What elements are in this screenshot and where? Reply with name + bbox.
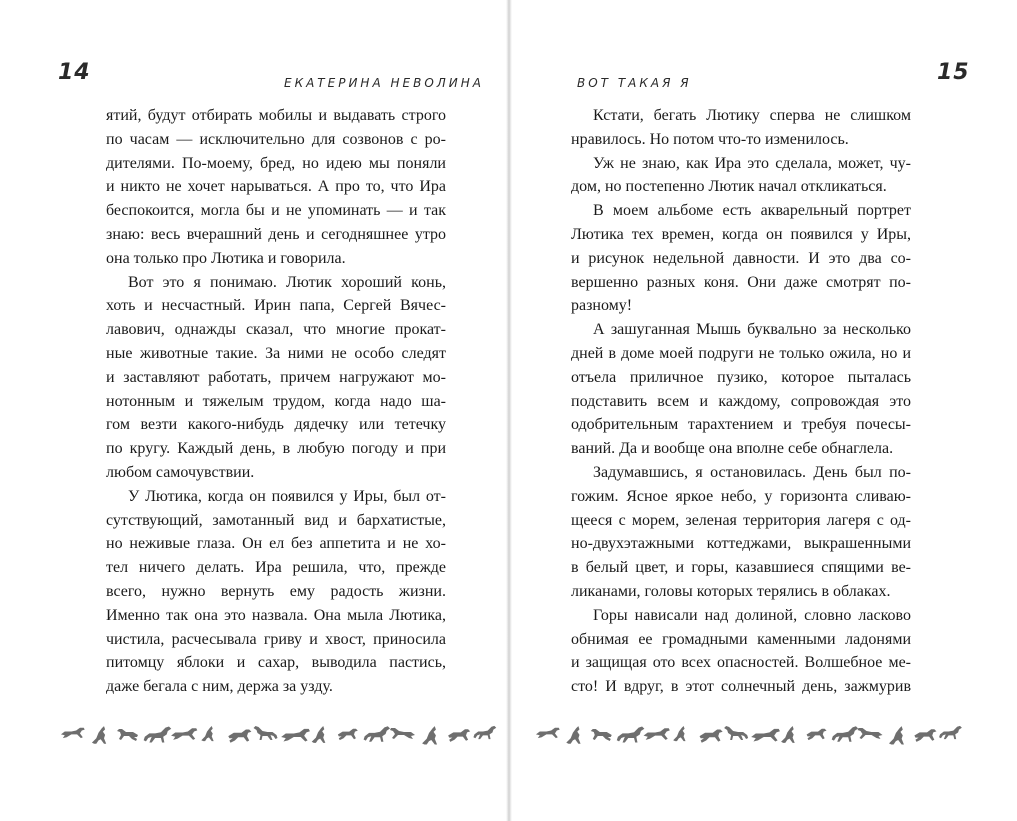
left-horse-frieze xyxy=(58,714,498,748)
text-line: У Лютика, когда он появился у Иры, был от- xyxy=(128,487,446,505)
left-body-text xyxy=(106,104,446,699)
text-line: питомцу яблоки и сахар, выводила пастись, xyxy=(106,654,446,672)
horse-silhouette-icon xyxy=(61,728,85,738)
text-line: и защищая ото всех опасностей. Волшебное ме- xyxy=(571,654,911,672)
text-line: и рисунок недельной давности. И это два со- xyxy=(571,249,911,267)
text-line: ные животные такие. За ними не особо следят xyxy=(106,344,446,362)
horse-silhouette-icon xyxy=(390,728,415,739)
text-line: гом везти какого-нибудь дядечку или тетечку xyxy=(106,416,446,434)
text-line: А зашуганная Мышь буквально за несколько xyxy=(593,321,911,339)
text-line: любом самочувствии. xyxy=(106,463,255,481)
horse-silhouette-icon xyxy=(700,730,723,743)
horse-silhouette-icon xyxy=(644,728,670,740)
horse-silhouette-icon xyxy=(536,728,560,738)
horse-silhouette-icon xyxy=(781,726,795,743)
horse-silhouette-icon xyxy=(858,728,883,739)
text-line: она только про Лютика и говорила. xyxy=(106,249,346,267)
text-line: Задумавшись, я остановилась. День был по- xyxy=(593,463,911,481)
horse-silhouette-icon xyxy=(673,726,685,741)
horse-silhouette-icon xyxy=(228,730,251,743)
horse-silhouette-icon xyxy=(448,729,470,742)
horse-silhouette-icon xyxy=(422,726,437,744)
horse-silhouette-icon xyxy=(92,726,106,744)
text-line: беспокоится, могла бы и не упоминать — и так xyxy=(106,202,446,220)
text-line: разному! xyxy=(571,297,633,315)
text-line: по кругу. Каждый день, в любую погоду и при xyxy=(106,440,446,458)
text-line: даже бегала с ним, держа за узду. xyxy=(106,678,333,696)
text-line: но-двухэтажными коттеджами, выкрашенными xyxy=(571,535,911,553)
horse-silhouette-icon xyxy=(312,726,326,743)
text-line: и никто не хочет нарываться. А про то, что Ира xyxy=(106,178,446,196)
horse-silhouette-icon xyxy=(939,726,962,739)
text-line: ваний. Да и вообще она вполне себе обнаглела. xyxy=(571,440,894,458)
text-line: всего, нужно вернуть ему радость жизни. xyxy=(106,582,446,600)
horse-silhouette-icon xyxy=(566,726,580,744)
right-running-head: ВОТ ТАКАЯ Я xyxy=(577,76,692,90)
horse-silhouette-icon xyxy=(364,726,390,741)
text-line: в белый цвет, и горы, казавшиеся спящими ве- xyxy=(571,559,911,577)
text-line: и заставляют работать, причем нагружают мо- xyxy=(106,368,446,386)
text-line: но неживые глаза. Он ел без аппетита и не хо- xyxy=(106,535,446,553)
horse-silhouette-icon xyxy=(254,726,278,740)
text-line: по часам — исключительно для созвонов с ро- xyxy=(106,130,446,148)
text-line: знаю: весь вчерашний день и сегодняшнее утро xyxy=(106,225,446,243)
text-line: хоть и несчастный. Ирин папа, Сергей Вячес- xyxy=(106,297,446,315)
text-line: отъела приличное пузико, которое пыталась xyxy=(571,368,911,386)
horse-silhouette-icon xyxy=(473,726,496,739)
horse-silhouette-icon xyxy=(751,729,780,742)
text-line: одобрительным тарахтением и требуя почесы- xyxy=(571,416,911,434)
horse-silhouette-icon xyxy=(338,729,358,740)
right-horse-frieze xyxy=(533,714,963,748)
horse-silhouette-icon xyxy=(201,726,213,741)
horse-silhouette-icon xyxy=(117,729,138,741)
text-line: тел ничего делать. Ира решила, что, прежде xyxy=(106,559,446,577)
text-line: лавович, однажды сказал, что многие прокат- xyxy=(106,321,446,339)
text-line: нотонным и тяжелым трудом, когда надо ша- xyxy=(106,392,446,410)
right-page-number: 15 xyxy=(937,60,970,85)
horse-silhouette-icon xyxy=(724,726,748,740)
text-line: Именно так она это назвала. Она мыла Лютика, xyxy=(106,606,446,624)
horse-silhouette-icon xyxy=(144,726,172,742)
text-line: ликанами, головы которых терялись в облаках. xyxy=(571,582,891,600)
text-line: Уж не знаю, как Ира это сделала, может, чу- xyxy=(593,154,911,172)
text-line: сто! И вдруг, в этот солнечный день, зажмурив xyxy=(571,678,911,696)
text-line: Лютика тех времен, когда он появился у Иры, xyxy=(571,225,911,243)
horse-silhouette-icon xyxy=(171,728,197,740)
text-line: Кстати, бегать Лютику сперва не слишком xyxy=(593,107,911,124)
left-running-head: ЕКАТЕРИНА НЕВОЛИНА xyxy=(284,76,484,90)
right-body-text xyxy=(571,104,911,699)
text-line: ятий, будут отбирать мобилы и выдавать строго xyxy=(106,107,446,124)
text-line: Вот это я понимаю. Лютик хороший конь, xyxy=(128,273,446,291)
text-line: гожим. Ясное яркое небо, у горизонта сливаю- xyxy=(571,487,911,505)
text-line: В моем альбоме есть акварельный портрет xyxy=(593,202,911,220)
text-line: нравилось. Но потом что-то изменилось. xyxy=(571,130,849,148)
right-page xyxy=(509,0,1017,821)
text-line: подставить всем и каждому, сопровождая это xyxy=(571,392,911,410)
text-line: дом, но постепенно Лютик начал откликаться. xyxy=(571,178,887,196)
horse-silhouette-icon xyxy=(832,726,858,741)
text-line: дителями. По-моему, бред, но идею мы поняли xyxy=(106,154,446,172)
text-line: обнимая ее громадными каменными ладонями xyxy=(571,630,911,648)
text-line: сутствующий, замотанный вид и бархатистые, xyxy=(106,511,446,529)
horse-silhouette-icon xyxy=(807,729,827,740)
text-line: чистила, расчесывала гриву и хвост, приносила xyxy=(106,630,446,648)
horse-silhouette-icon xyxy=(281,729,310,742)
horse-silhouette-icon xyxy=(617,726,645,742)
text-line: Горы нависали над долиной, словно ласково xyxy=(593,606,911,624)
text-line: дней в доме моей подруги не только ожила, но и xyxy=(571,344,911,362)
left-page xyxy=(0,0,508,821)
horse-silhouette-icon xyxy=(914,729,936,742)
horse-silhouette-icon xyxy=(591,729,612,741)
text-line: щееся с морем, зеленая территория лагеря с од- xyxy=(571,511,911,529)
horse-silhouette-icon xyxy=(889,726,904,744)
text-line: вершенно разных коня. Они даже смотрят по- xyxy=(571,273,911,291)
left-page-number: 14 xyxy=(58,60,91,85)
